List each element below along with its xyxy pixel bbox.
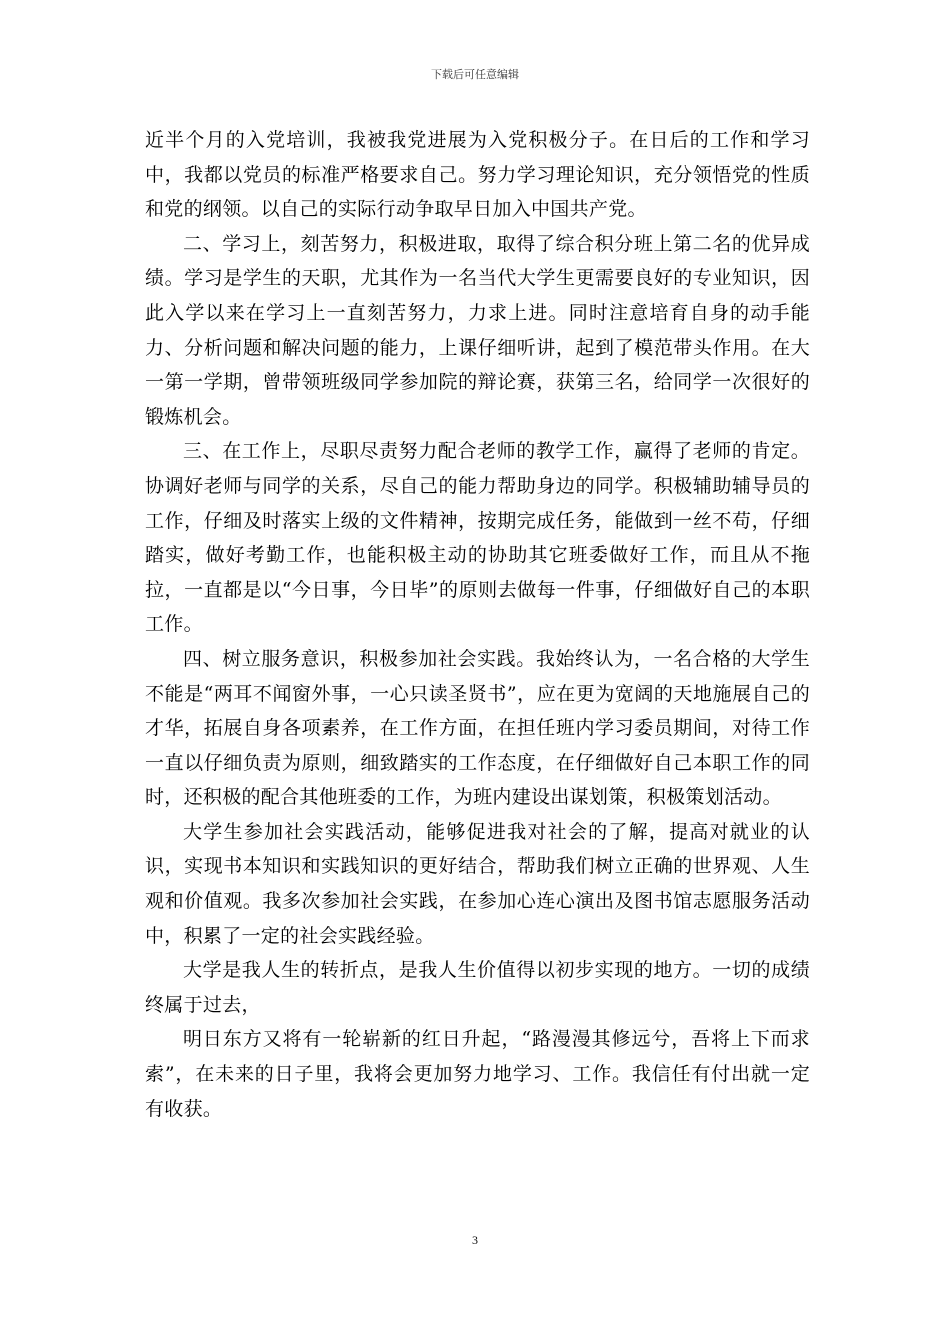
page-header: 下载后可任意编辑 bbox=[431, 68, 519, 81]
paragraph-work: 三、在工作上，尽职尽责努力配合老师的教学工作，赢得了老师的肯定。协调好老师与同学的关系，尽自己的能力帮助身边的同学。积极辅助辅导员的工作，仔细及时落实上级的文件精神，按期完成任务，能做到一丝不苟，仔细踏实，做好考勤工作，也能积极主动的协助其它班委做好工作，而且从不拖拉，一直都是以“今日事，今日毕”的原则去做每一件事，仔细做好自己的本职工作。 bbox=[145, 440, 810, 636]
paragraph-continuation: 近半个月的入党培训，我被我党进展为入党积极分子。在日后的工作和学习中，我都以党员的标准严格要求自己。努力学习理论知识，充分领悟党的性质和党的纲领。以自己的实际行动争取早日加入中国共产党。 bbox=[145, 129, 810, 221]
paragraph-study: 二、学习上，刻苦努力，积极进取，取得了综合积分班上第二名的优异成绩。学习是学生的天职，尤其作为一名当代大学生更需要良好的专业知识，因此入学以来在学习上一直刻苦努力，力求上进。同时注意培育自身的动手能力、分析问题和解决问题的能力，上课仔细听讲，起到了模范带头作用。在大一第一学期，曾带领班级同学参加院的辩论赛，获第三名，给同学一次很好的锻炼机会。 bbox=[145, 232, 810, 428]
paragraph-social-practice: 大学生参加社会实践活动，能够促进我对社会的了解，提高对就业的认识，实现书本知识和实践知识的更好结合，帮助我们树立正确的世界观、人生观和价值观。我多次参加社会实践，在参加心连心演出及图书馆志愿服务活动中，积累了一定的社会实践经验。 bbox=[145, 820, 810, 947]
paragraph-service: 四、树立服务意识，积极参加社会实践。我始终认为，一名合格的大学生不能是“两耳不闻窗外事，一心只读圣贤书”，应在更为宽阔的天地施展自己的才华，拓展自身各项素养，在工作方面，在担任班内学习委员期间，对待工作一直以仔细负责为原则，细致踏实的工作态度，在仔细做好自己本职工作的同时，还积极的配合其他班委的工作，为班内建设出谋划策，积极策划活动。 bbox=[145, 647, 810, 809]
document-body bbox=[145, 123, 810, 1126]
paragraph-conclusion: 明日东方又将有一轮崭新的红日升起，“路漫漫其修远兮，吾将上下而求索”，在未来的日子里，我将会更加努力地学习、工作。我信任有付出就一定有收获。 bbox=[145, 1028, 810, 1120]
paragraph-turning-point: 大学是我人生的转折点，是我人生价值得以初步实现的地方。一切的成绩终属于过去， bbox=[145, 959, 810, 1016]
page-number: 3 bbox=[472, 1233, 478, 1247]
